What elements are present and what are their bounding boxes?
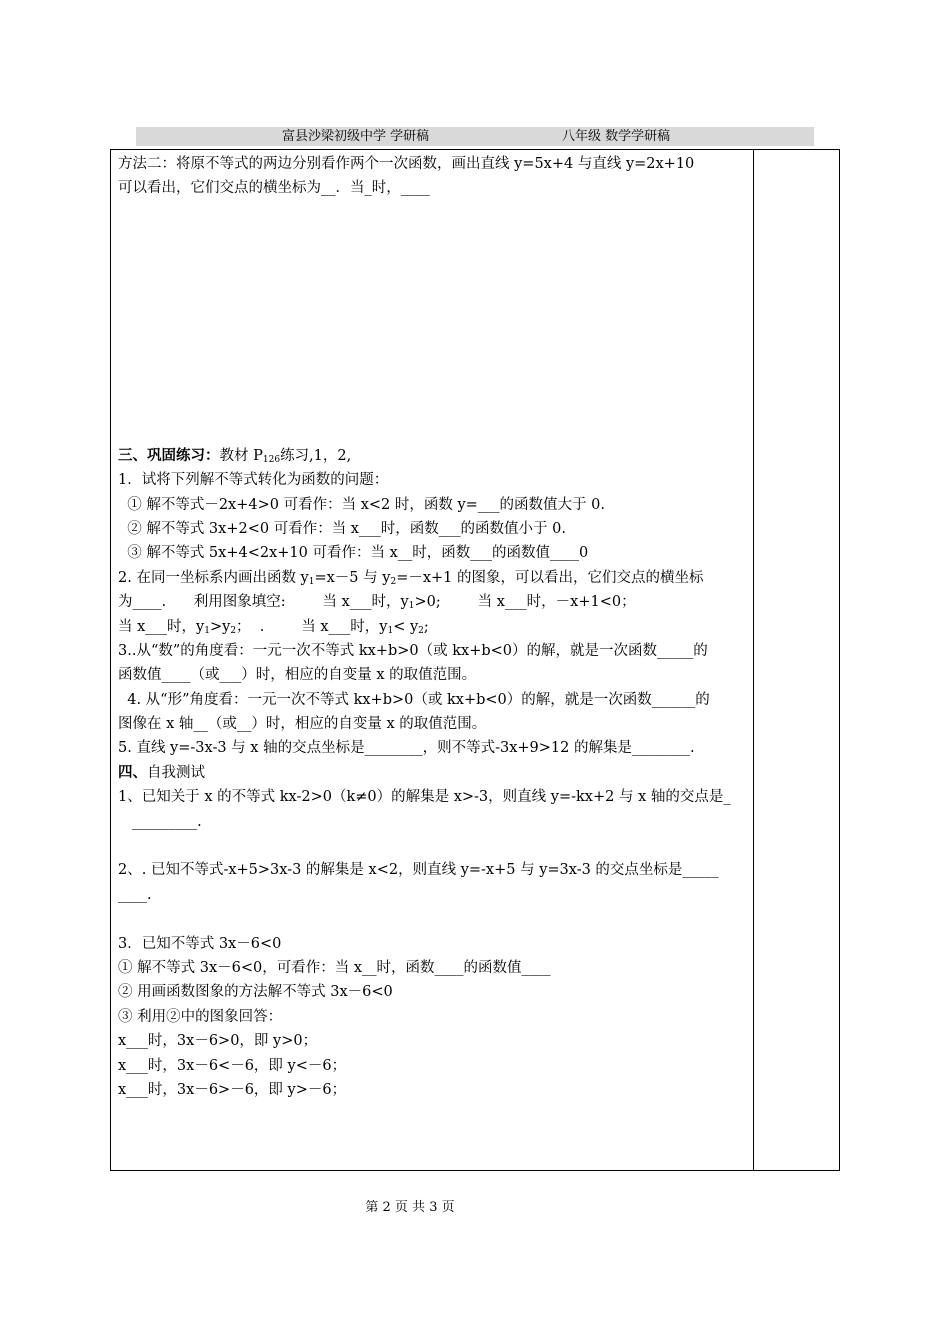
test-3d: x___时，3x－6>0，即 y>0； <box>118 1033 318 1050</box>
section3-heading: 三、巩固练习：教材 $P_{126}$练习,1，2, <box>118 446 352 465</box>
question-2-line3: 当 x___时，$y_1>y_2$； . 当 x___时，$y_1< y_2$; <box>118 618 429 636</box>
test-3e: x___时，3x－6<－6，即 y<－6； <box>118 1057 347 1074</box>
graph-space <box>118 201 748 444</box>
question-1a: ① 解不等式－2x+4>0 可看作：当 x<2 时，函数 y=___的函数值大于 0. <box>118 496 606 513</box>
page-number: 第 2 页 共 3 页 <box>365 1200 455 1215</box>
question-1c: ③ 解不等式 5x+4<2x+10 可看作：当 x__时，函数___的函数值____0 <box>118 545 589 562</box>
question-5: 5. 直线 y=-3x-3 与 x 轴的交点坐标是________，则不等式-3x+9>12 的解集是________. <box>118 740 695 757</box>
method2-line1: 方法二：将原不等式的两边分别看作两个一次函数，画出直线 y=5x+4 与直线 y=2x+10 <box>118 156 695 172</box>
section4-heading: 四、自我测试 <box>118 763 205 781</box>
test-3c: ③ 利用②中的图象回答： <box>118 1008 283 1025</box>
header-school: 富县沙梁初级中学 学研稿 <box>282 129 430 144</box>
test-1-line2: _________. <box>118 813 202 830</box>
test-3b: ② 用画函数图象的方法解不等式 3x－6<0 <box>118 984 393 1001</box>
spacer <box>118 834 748 858</box>
spacer <box>118 907 748 931</box>
table-column-divider <box>753 149 754 1171</box>
test-3a: ① 解不等式 3x－6<0，可看作：当 x__时，函数____的函数值____ <box>118 959 551 976</box>
worksheet-content <box>118 152 748 1102</box>
page-footer <box>0 1199 820 1217</box>
test-3f: x___时，3x－6>－6，即 y>－6； <box>118 1081 347 1098</box>
textbook-ref: 教材 P <box>219 447 263 464</box>
test-2-line2: ____. <box>118 886 152 903</box>
test-1-line1: 1、已知关于 x 的不等式 kx-2>0（k≠0）的解集是 x>-3，则直线 y=-kx+2 与 x 轴的交点是_ <box>118 789 731 806</box>
question-2-line2: 为____. 利用图象填空: 当 x___时，$y_1>0$; 当 x___时，－x+1<0； <box>118 594 636 612</box>
question-1: 1．试将下列解不等式转化为函数的问题： <box>118 472 389 489</box>
question-4-line2: 图像在 x 轴__（或__）时，相应的自变量 x 的取值范围。 <box>118 716 487 733</box>
test-3: 3．已知不等式 3x－6<0 <box>118 935 282 952</box>
method2-line2: 可以看出，它们交点的横坐标为__．当_时，____ <box>118 180 430 197</box>
question-4-line1: 4. 从“形”角度看：一元一次不等式 kx+b>0（或 kx+b<0）的解，就是一次函数______的 <box>118 691 710 708</box>
question-1b: ② 解不等式 3x+2<0 可看作：当 x___时，函数___的函数值小于 0. <box>118 520 566 537</box>
header-grade: 八年级 数学学研稿 <box>562 129 671 144</box>
question-3-line1: 3..从“数”的角度看：一元一次不等式 kx+b>0（或 kx+b<0）的解，就是一次函数_____的 <box>118 642 708 659</box>
test-2-line1: 2、. 已知不等式-x+5>3x-3 的解集是 x<2，则直线 y=-x+5 与 y=3x-3 的交点坐标是_____ <box>118 862 719 879</box>
question-2-line1: 2. 在同一坐标系内画出函数 $y_1=x-5$ 与 $y_2=-x+1$ 的图象，可以看出，它们交点的横坐标 <box>118 569 704 587</box>
section3-title: 三、巩固练习： <box>118 446 220 464</box>
question-3-line2: 函数值____（或___）时，相应的自变量 x 的取值范围。 <box>118 667 477 684</box>
page-header <box>136 127 814 146</box>
